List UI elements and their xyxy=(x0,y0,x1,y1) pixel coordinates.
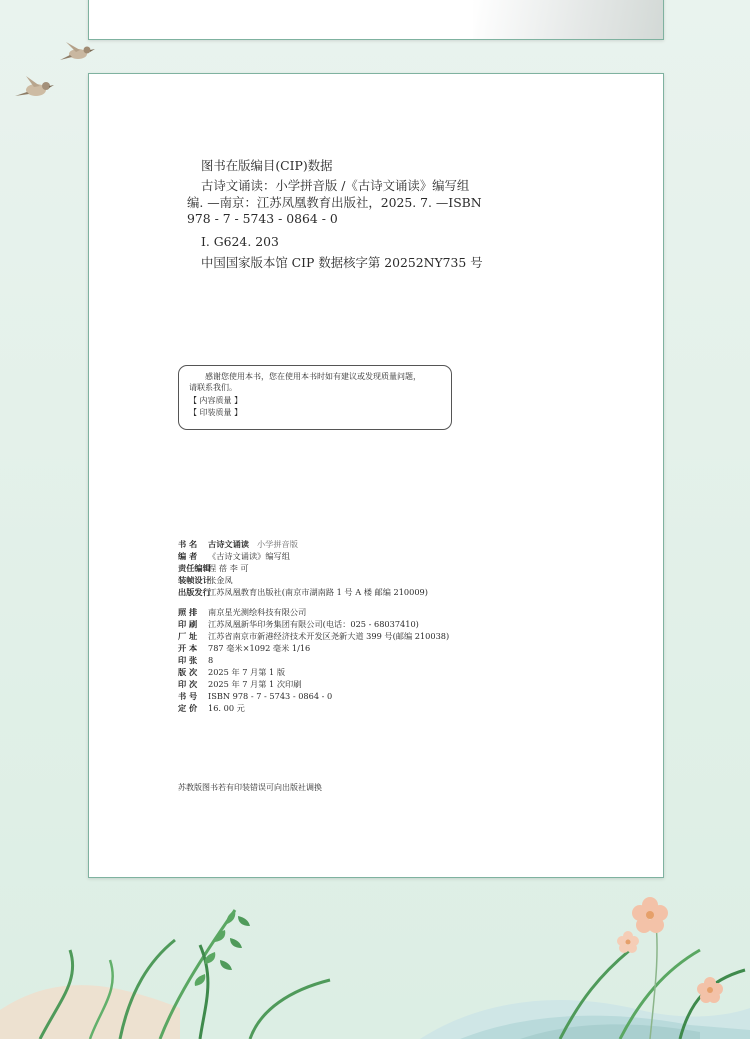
previous-page-card xyxy=(88,0,664,40)
grass-and-flowers-decoration xyxy=(0,890,750,1039)
cip-line: 编. —南京：江苏凤凰教育出版社，2025. 7. —ISBN xyxy=(187,195,482,210)
colophon-row-title: 书 名 古诗文诵读 小学拼音版 xyxy=(178,539,298,549)
colophon-row-edition: 版 次 2025 年 7 月第 1 版 xyxy=(178,667,286,677)
cip-line: Ⅰ. G624. 203 xyxy=(201,234,279,249)
flower-icon xyxy=(617,931,639,953)
book-subtitle: 小学拼音版 xyxy=(256,539,298,549)
colophon-row-price: 定 价 16. 00 元 xyxy=(178,703,245,713)
colophon-row-impression: 印 次 2025 年 7 月第 1 次印刷 xyxy=(178,679,302,689)
colophon-row-publisher: 出版发行 江苏凤凰教育出版社(南京市湖南路 1 号 A 楼 邮编 210009) xyxy=(178,587,428,597)
copyright-page xyxy=(88,73,664,878)
footnote: 苏教版图书若有印装错误可向出版社调换 xyxy=(178,783,322,792)
notice-item-content-quality: 【 内容质量 】 xyxy=(189,396,243,405)
colophon-row-factory-address: 厂 址 江苏省南京市新港经济技术开发区尧新大道 399 号(邮编 210038) xyxy=(178,631,450,641)
colophon-row-editor: 编 者 《古诗文诵读》编写组 xyxy=(178,551,290,561)
cip-heading: 图书在版编目(CIP)数据 xyxy=(201,158,333,173)
flower-icon xyxy=(632,897,668,933)
cip-line: 古诗文诵读：小学拼音版 /《古诗文诵读》编写组 xyxy=(201,178,470,193)
cip-line: 中国国家版本馆 CIP 数据核字第 20252NY735 号 xyxy=(201,255,483,270)
colophon-row-responsible-editor: 责任编辑 程 蓓 李 可 xyxy=(178,563,249,573)
cip-line: 978 - 7 - 5743 - 0864 - 0 xyxy=(187,211,338,226)
notice-text: 请联系我们。 xyxy=(189,383,237,392)
book-title: 古诗文诵读 xyxy=(208,539,249,549)
ink-wash-decoration xyxy=(473,0,663,39)
bird-icon xyxy=(58,40,100,64)
colophon-row-design: 装帧设计 张金凤 xyxy=(178,575,233,585)
colophon-row-typesetting: 照 排 南京星光测绘科技有限公司 xyxy=(178,607,307,617)
feedback-notice-box xyxy=(178,365,452,430)
notice-item-print-quality: 【 印装质量 】 xyxy=(189,408,243,417)
colophon-row-format: 开 本 787 毫米×1092 毫米 1/16 xyxy=(178,643,311,653)
colophon-row-sheets: 印 张 8 xyxy=(178,655,214,665)
colophon-row-isbn: 书 号 ISBN 978 - 7 - 5743 - 0864 - 0 xyxy=(178,691,333,701)
bird-icon xyxy=(14,74,56,104)
notice-text: 感谢您使用本书，您在使用本书时如有建议或发现质量问题， xyxy=(205,372,421,381)
colophon-row-printer: 印 刷 江苏凤凰新华印务集团有限公司(电话：025 - 68037410) xyxy=(178,619,419,629)
